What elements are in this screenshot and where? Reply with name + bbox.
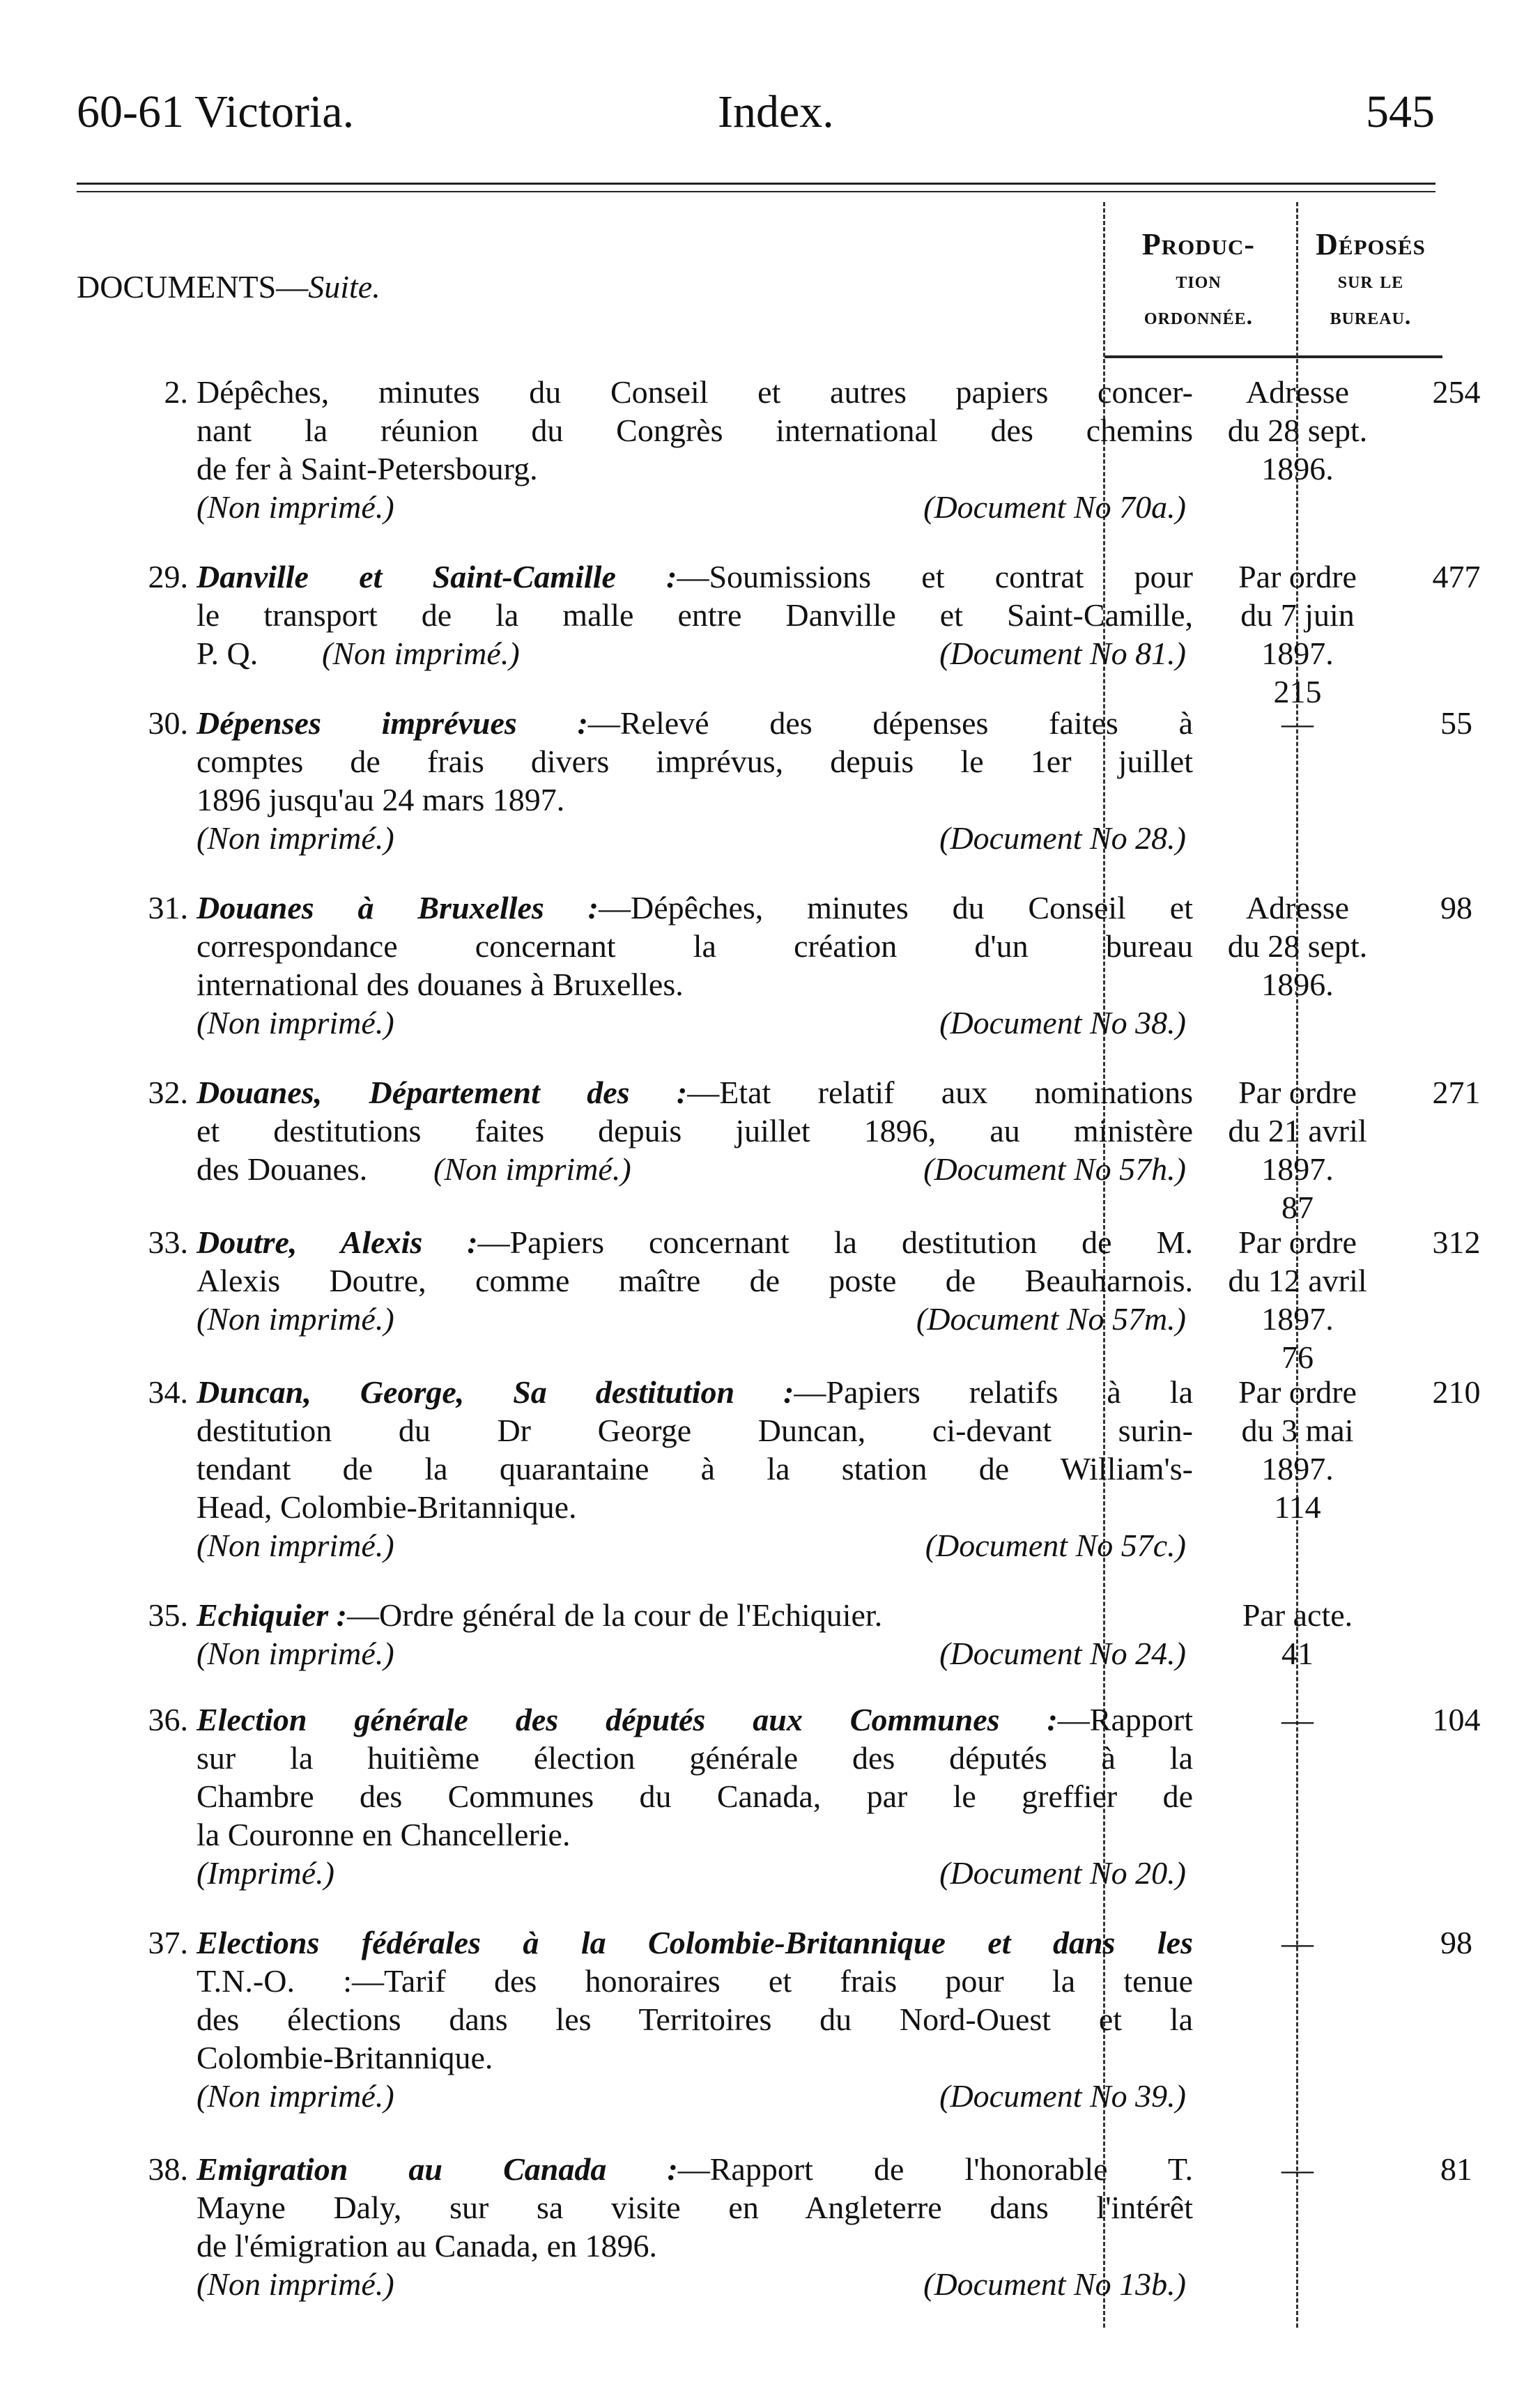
entry-deposes-page: 55 [1440,705,1472,741]
entry-print-status: (Non imprimé.) [197,1636,394,1671]
entry-title: Elections fédérales à la Colombie-Britannique et dans les [197,1925,1193,1960]
entry-text-line: comptes de frais divers imprévus, depuis le 1er juillet [197,744,1193,779]
entry-production: Adresse du 28 sept. 1896. [1227,374,1368,486]
entry-text-line: de fer à Saint-Petersbourg. [197,451,538,486]
entry-print-status: (Non imprimé.) [322,636,520,671]
header-rule-top [77,183,1435,185]
header-rule-bottom [77,191,1435,192]
entry-text-line: destitution du Dr George Duncan, ci-devant surin- [197,1413,1193,1448]
entry-production: Par ordre du 7 juin 1897. 215 [1238,559,1357,709]
entry-body [197,1373,1193,1565]
entry-body [197,704,1193,857]
entry-text-line: sur la huitième élection générale des députés à la [197,1740,1193,1776]
entry-text-line: T.N.-O. :—Tarif des honoraires et frais pour la tenue [197,1963,1193,1999]
entry-text-line: Mayne Daly, sur sa visite en Angleterre dans l'intérêt [197,2190,1193,2225]
entry-document-ref: (Document No 20.) [939,1855,1186,1891]
entry-document-ref: (Document No 57h.) [923,1151,1186,1187]
entry-title: Dépenses imprévues : [197,705,588,741]
entry-text-line: Dépenses imprévues :—Relevé des dépenses faites à [197,705,1193,741]
entry-body [197,373,1193,526]
entry-body [197,558,1193,673]
entry-number: 33. [148,1224,188,1260]
entry-status-line [197,2265,1193,2303]
header-title: Index. [718,86,834,137]
section-title: DOCUMENTS—Suite. [77,269,380,305]
column-header-production: Produc- tion ordonnée. [1141,227,1256,330]
entry-body [197,2150,1193,2303]
entry-print-status: (Non imprimé.) [197,1301,394,1337]
entry-number: 34. [148,1374,188,1410]
entry-text-line: Douanes à Bruxelles :—Dépêches, minutes du Conseil et [197,890,1193,925]
entry-print-status: (Non imprimé.) [197,1005,394,1040]
entry-text-line [197,1923,1193,1962]
entry-document-ref: (Document No 38.) [939,1005,1186,1040]
entry-text-line: Danville et Saint-Camille :—Soumissions et contrat pour [197,559,1193,594]
entry-text-line: Head, Colombie-Britannique. [197,1489,577,1525]
entry-body [197,1596,1193,1673]
column-header-rule [1104,355,1442,358]
entry-deposes-page: 254 [1432,374,1481,410]
entry-body [197,1700,1193,1892]
entry-status-line [197,488,1193,526]
entry-text-line: correspondance concernant la création d'un bureau [197,928,1193,964]
entry-production: — [1281,1925,1314,1960]
entry-title: Doutre, Alexis : [197,1224,478,1260]
entry-text-line: des élections dans les Territoires du Nord-Ouest et la [197,2001,1193,2037]
entry-production: Par ordre du 12 avril 1897. 76 [1228,1224,1367,1375]
entry-text-line: Election générale des députés aux Communes :—Rapport [197,1702,1193,1737]
entry-print-status: (Non imprimé.) [197,1528,394,1563]
entry-title: Duncan, George, Sa destitution : [197,1374,794,1410]
entry-text-line: Alexis Doutre, comme maître de poste de Beauharnois. [197,1263,1193,1298]
entry-number: 29. [148,559,188,594]
entry-title: Danville et Saint-Camille : [197,559,677,594]
entry-text-line: 1896 jusqu'au 24 mars 1897. [197,782,565,817]
entry-print-status: (Imprimé.) [197,1855,334,1891]
entry-status-line [197,1634,1193,1673]
header-volume: 60-61 Victoria. [77,86,355,137]
entry-text-line: P. Q. [197,636,259,671]
entry-text-line: Duncan, George, Sa destitution :—Papiers relatifs à la [197,1374,1193,1410]
entry-deposes-page: 81 [1440,2151,1472,2187]
entry-title: Douanes à Bruxelles : [197,890,599,925]
entry-production: Par ordre du 3 mai 1897. 114 [1238,1374,1357,1525]
entry-body [197,1223,1193,1338]
entry-document-ref: (Document No 57c.) [925,1528,1186,1563]
entry-number: 2. [164,374,188,410]
entry-deposes-page: 104 [1432,1702,1481,1737]
entry-body [197,1073,1193,1188]
entry-title: Election générale des députés aux Communes : [197,1702,1058,1737]
entry-number: 35. [148,1597,188,1633]
entry-text-line: tendant de la quarantaine à la station de William's- [197,1451,1193,1486]
entry-production: Par ordre du 21 avril 1897. 87 [1228,1075,1367,1225]
entry-status-line [197,819,1193,857]
entry-document-ref: (Document No 81.) [939,636,1186,671]
entry-print-status: (Non imprimé.) [433,1151,631,1187]
entry-text-line: Emigration au Canada :—Rapport de l'honorable T. [197,2151,1194,2187]
entry-number: 31. [148,890,188,925]
entry-status-line [197,1526,1193,1565]
entry-document-ref: (Document No 57m.) [916,1301,1186,1337]
entry-deposes-page: 271 [1432,1075,1481,1110]
entry-text-line: la Couronne en Chancellerie. [197,1817,571,1852]
entry-production: Adresse du 28 sept. 1896. [1227,890,1368,1002]
entry-print-status: (Non imprimé.) [197,489,394,525]
entry-deposes-page: 312 [1432,1224,1481,1260]
entry-production: — [1281,1702,1314,1737]
entry-print-status: (Non imprimé.) [197,2078,394,2114]
entry-number: 36. [148,1702,188,1737]
entry-text-line: Colombie-Britannique. [197,2040,493,2075]
entry-number: 37. [148,1925,188,1960]
entry-body [197,889,1193,1042]
entry-body [197,1923,1193,2115]
entry-document-ref: (Document No 39.) [939,2078,1186,2114]
entry-text-line: de l'émigration au Canada, en 1896. [197,2228,658,2264]
entry-production: Par acte. 41 [1242,1597,1353,1671]
entry-text-line: des Douanes. [197,1151,368,1187]
entry-document-ref: (Document No 28.) [939,820,1186,856]
entry-deposes-page: 477 [1432,559,1481,594]
entry-status-line [197,634,1193,673]
entry-document-ref: (Document No 70a.) [923,489,1186,525]
entry-status-line [197,1300,1193,1338]
entry-deposes-page: 210 [1432,1374,1481,1410]
column-header-deposes: Déposés sur le bureau. [1316,227,1426,330]
entry-title: Douanes, Département des : [197,1075,688,1110]
entry-print-status: (Non imprimé.) [197,820,394,856]
entry-text-line: nant la réunion du Congrès international des chemins [197,413,1193,448]
entry-text-line: Doutre, Alexis :—Papiers concernant la destitution de M. [197,1224,1193,1260]
entry-text-line: international des douanes à Bruxelles. [197,967,684,1002]
entry-number: 30. [148,705,188,741]
entry-status-line [197,1004,1193,1042]
entry-text-line: Echiquier :—Ordre général de la cour de l'Echiquier. [197,1597,883,1633]
entry-text-line: Chambre des Communes du Canada, par le greffier de [197,1778,1193,1814]
entry-print-status: (Non imprimé.) [197,2266,394,2302]
entry-status-line [197,2077,1193,2115]
entry-document-ref: (Document No 24.) [939,1636,1186,1671]
entry-number: 38. [148,2151,188,2187]
entry-deposes-page: 98 [1440,890,1472,925]
entry-status-line [197,1854,1193,1892]
entry-text-line: et destitutions faites depuis juillet 1896, au ministère [197,1113,1193,1148]
entry-text-line: Douanes, Département des :—Etat relatif aux nominations [197,1075,1194,1110]
entry-text-line: le transport de la malle entre Danville et Saint-Camille, [197,597,1193,633]
entry-deposes-page: 98 [1440,1925,1472,1960]
header-page-number: 545 [1366,86,1435,137]
entry-title: Echiquier : [197,1597,347,1633]
entry-text-line: Dépêches, minutes du Conseil et autres papiers concer- [197,374,1193,410]
entry-document-ref: (Document No 13b.) [923,2266,1186,2302]
entry-production: — [1281,2151,1314,2187]
entry-title: Emigration au Canada : [197,2151,678,2187]
entry-production: — [1281,705,1314,741]
entry-status-line [197,1150,1193,1188]
entry-number: 32. [148,1075,188,1110]
